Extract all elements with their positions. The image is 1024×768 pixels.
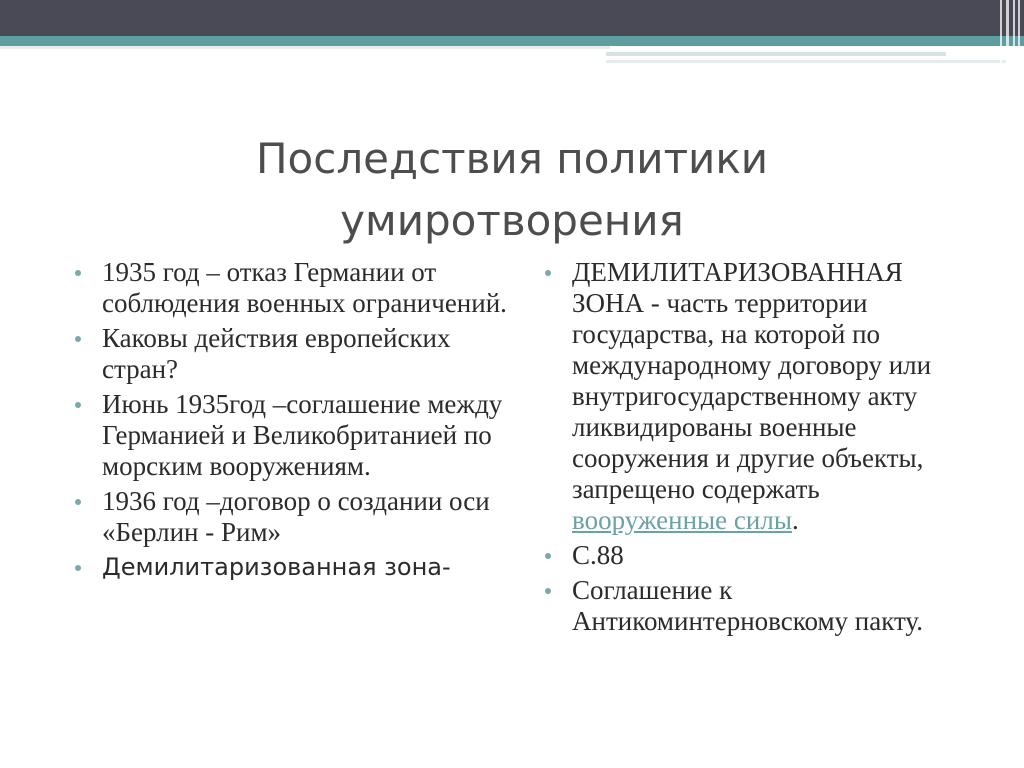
bullet-icon [75,270,81,276]
slide-title [150,128,874,252]
list-item [542,540,952,571]
right-column [542,257,952,641]
list-item-text: 1936 год –договор о создании оси «Берлин - Рим» [102,486,490,547]
list-item [72,257,512,319]
title-line-1: Последствия политики [255,134,769,183]
list-item-text: 1935 год – отказ Германии от соблюдения военных ограничений. [102,257,507,318]
left-column [72,257,512,587]
bullet-icon [75,402,81,408]
definition-end: . [791,505,799,535]
bullet-icon [75,336,81,342]
bullet-icon [545,553,551,559]
header-accent-band [0,36,1024,46]
list-item [542,575,952,637]
header-line-long [606,60,1006,63]
bullet-icon [75,565,81,571]
definition-item [542,257,952,536]
list-item-text: Июнь 1935год –соглашение между Германией и Великобританией по морским вооружениям. [102,389,503,481]
bullet-icon [545,270,551,276]
list-item [72,323,512,385]
list-item-text: Каковы действия европейских стран? [102,323,451,384]
armed-forces-link[interactable]: вооруженные силы [572,505,792,535]
title-line-2: умиротворения [340,196,684,245]
list-item-text: С.88 [572,540,624,570]
list-item [72,389,512,482]
list-item-text: Соглашение к Антикоминтерновскому пакту. [572,575,923,636]
bullet-icon [545,588,551,594]
header-thin-line [0,46,610,49]
list-item [72,552,512,583]
list-item-text: Демилитаризованная зона- [102,553,451,581]
header-line-short [606,52,946,56]
definition-text: ДЕМИЛИТАРИЗОВАННАЯ ЗОНА - часть территории государства, на которой по международному договору или внутригосударственному акту ликвидированы военные сооружения и другие объекты, запрещено содержать [572,257,932,504]
list-item [72,486,512,548]
header-corner-bars [994,0,1024,68]
bullet-icon [75,499,81,505]
header-dark-band [0,0,1024,36]
